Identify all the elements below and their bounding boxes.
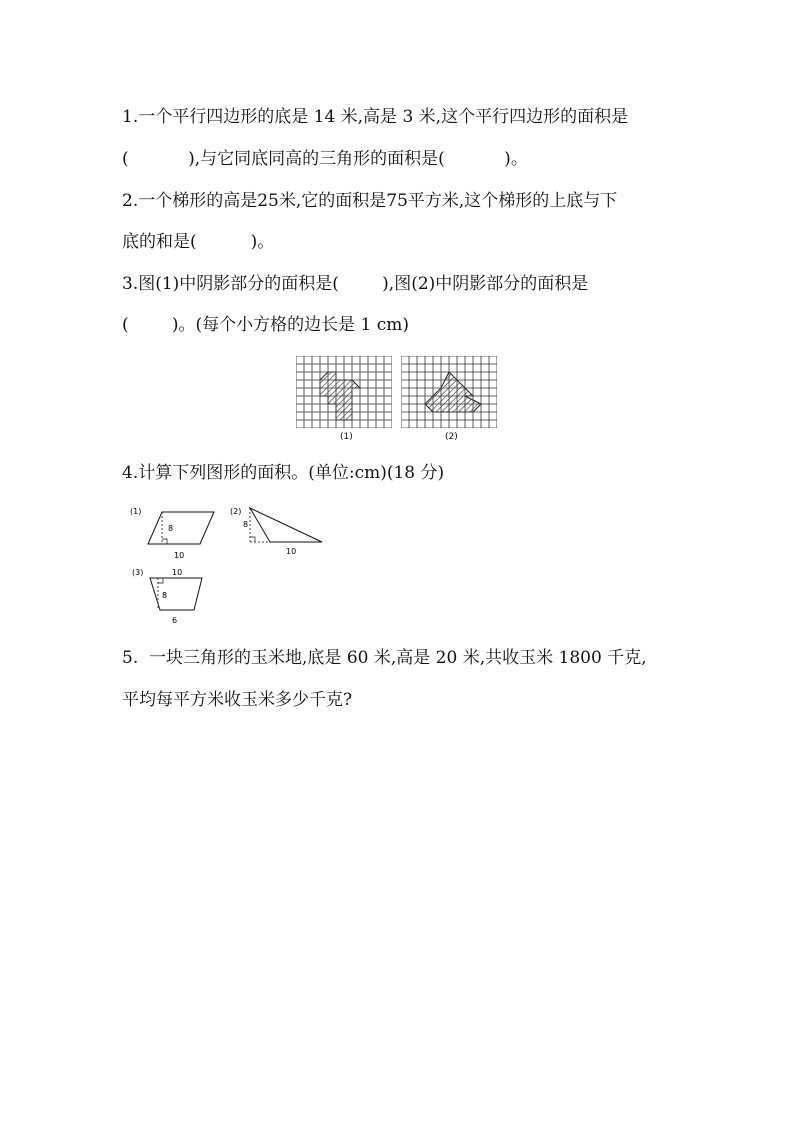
question-1-line-2: ( ),与它同底同高的三角形的面积是( )。: [122, 149, 528, 169]
question-5-line-1: 5. 一块三角形的玉米地,底是 60 米,高是 20 米,共收玉米 1800 千克,: [122, 648, 647, 668]
shape-1-parallelogram: [128, 504, 228, 565]
shape-2-label: (2): [230, 507, 242, 516]
question-3-line-2: ( )。(每个小方格的边长是 1 cm): [122, 315, 410, 335]
grid-figure-2-svg: [401, 356, 497, 428]
shape-2-height: 8: [243, 520, 249, 529]
question-2-line-2: 底的和是( )。: [122, 232, 275, 252]
question-4-line-1: 4.计算下列图形的面积。(单位:cm)(18 分): [122, 463, 445, 483]
question-1-line-1: 1.一个平行四边形的底是 14 米,高是 3 米,这个平行四边形的面积是: [122, 107, 629, 127]
figure-2-label: (2): [445, 432, 458, 442]
grid-figure-1-svg: [296, 356, 392, 428]
question-3-line-1: 3.图(1)中阴影部分的面积是( ),图(2)中阴影部分的面积是: [122, 274, 589, 294]
shape-3-trapezoid: [128, 566, 228, 633]
question-2-line-1: 2.一个梯形的高是25米,它的面积是75平方米,这个梯形的上底与下: [122, 191, 618, 211]
shape-3-label: (3): [132, 568, 144, 577]
figure-1-label: (1): [340, 432, 353, 442]
shape-2-base: 10: [286, 547, 297, 556]
grid-figure-2: [401, 356, 497, 442]
shape-1-height: 8: [168, 524, 174, 533]
shape-1-base: 10: [174, 551, 185, 560]
grid-figure-1: [296, 356, 392, 442]
shape-3-bottom: 6: [172, 616, 178, 625]
question-5-line-2: 平均每平方米收玉米多少千克?: [122, 690, 353, 710]
shape-3-height: 8: [162, 591, 168, 600]
shape-2-triangle: [228, 504, 328, 565]
shape-3-top: 10: [172, 568, 183, 577]
shape-1-label: (1): [130, 507, 142, 516]
